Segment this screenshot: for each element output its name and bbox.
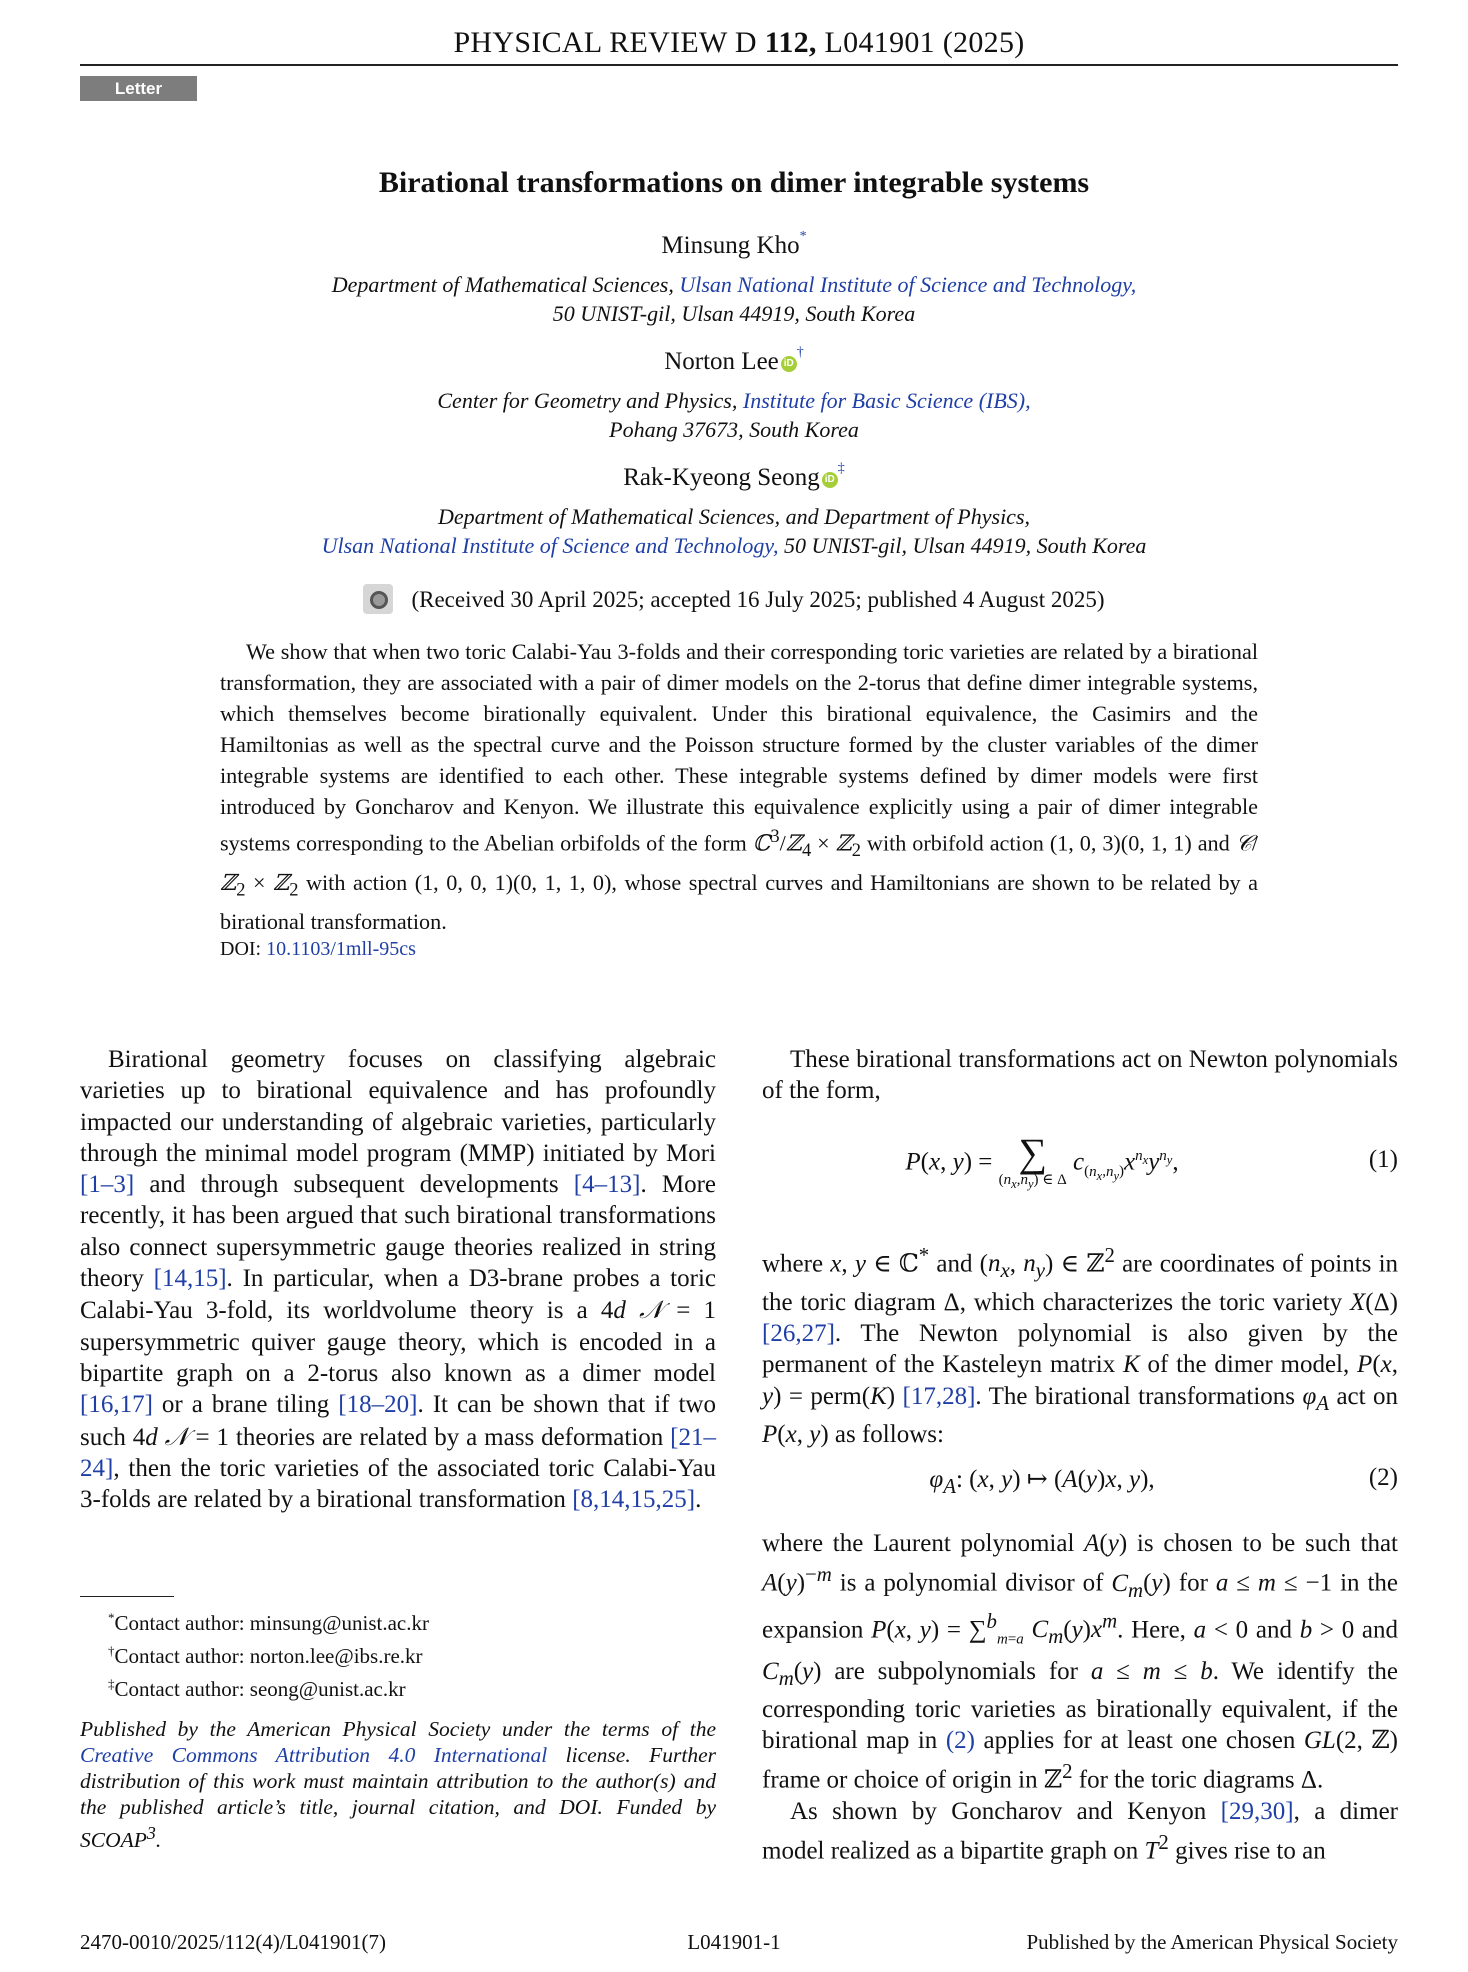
citation-link[interactable]: [26,27] (762, 1319, 835, 1347)
abstract-text: with orbifold action (1, 0, 3)(0, 1, 1) and (861, 830, 1236, 856)
author-footnote-mark[interactable]: * (799, 228, 807, 244)
citation-link[interactable]: [18–20] (338, 1391, 418, 1419)
license-statement: Published by the American Physical Society under the terms of the Creative Commons Attribution 4.0 International license. Further distribution of this work must maintain attribution to the author(s) and the published article’s title, journal citation, and DOI. Funded by SCOAP$^3$. (80, 1717, 716, 1853)
citation-link[interactable]: [17,28] (902, 1382, 976, 1410)
abstract-text: We show that when two toric Calabi-Yau 3-folds and their corresponding toric varieties are related by a birational transformation, they are associated with a pair of dimer models on the 2-torus that define dimer integrable systems, which themselves become birationally equivalent. Under this birational equivalence, the Casimirs and the Hamiltonias as well as the spectral curve and the Poisson structure formed by the cluster variables of the dimer integrable systems are identified to each other. These integrable systems defined by dimer models were first introduced by Goncharov and Kenyon. We illustrate this equivalence explicitly using a pair of dimer integrable systems corresponding to the Abelian orbifolds of the form (220, 639, 1258, 856)
equation-number: (1) (1368, 1146, 1398, 1173)
affiliation-3 (0, 502, 1468, 560)
abstract: We show that when two toric Calabi-Yau 3-folds and their corresponding toric varieties are related by a birational transformation, they are associated with a pair of dimer models on the 2-torus that define dimer integrable systems, which themselves become birationally equivalent. Under this birational equivalence, the Casimirs and the Hamiltonias as well as the spectral curve and the Poisson structure formed by the cluster variables of the dimer integrable systems are identified to each other. These integrable systems defined by dimer models were first introduced by Goncharov and Kenyon. We illustrate this equivalence explicitly using a pair of dimer integrable systems corresponding to the Abelian orbifolds of the form ℂ$^3$/ℤ$_4$ × ℤ$_2$ with orbifold action (1, 0, 3)(0, 1, 1) and 𝒞/ℤ$_2$ × ℤ$_2$ with action (1, 0, 0, 1)(0, 1, 1, 0), whose spectral curves and Hamiltonians are shown to be related by a birational transformation. (220, 639, 1259, 935)
paragraph: As shown by Goncharov and Kenyon [29,30], a dimer model realized as a bipartite graph on $T^2$ gives rise to an (762, 1798, 1398, 1865)
intro-paragraph: Birational geometry focuses on classifying algebraic varieties up to birational equivalence and has profoundly impacted our understanding of algebraic varieties, particularly through the minimal model program (MMP) initiated by Mori [1–3] and through subsequent developments [4–13]. More recently, it has been argued that such birational transformations also connect supersymmetric gauge theories realized in string theory [14,15]. In particular, when a D3-brane probes a toric Calabi-Yau 3-fold, its worldvolume theory is a 4d 𝒩 = 1 supersymmetric quiver gauge theory, which is encoded in a bipartite graph on a 2-torus also known as a dimer model [16,17] or a brane tiling [18–20]. It can be shown that if two such 4d 𝒩 = 1 theories are related by a mass deformation [21–24], then the toric varieties of the associated toric Calabi-Yau 3-folds are related by a birational transformation [8,14,15,25]. (80, 1046, 717, 1514)
left-column (80, 1044, 716, 1515)
footnotes (108, 1604, 429, 1703)
journal-name: PHYSICAL REVIEW D (453, 26, 757, 59)
affiliation-link[interactable]: Ulsan National Institute of Science and Technology, (679, 272, 1137, 297)
author-footnote-mark[interactable]: † (796, 344, 804, 360)
received-text: (Received 30 April 2025; accepted 16 July 2025; published 4 August 2025) (411, 587, 1105, 612)
footer-issn: 2470-0010/2025/112(4)/L041901(7) (80, 1930, 387, 1954)
affiliation-address: Pohang 37673, South Korea (609, 417, 859, 442)
paragraph: where the Laurent polynomial A(y) is chosen to be such that $A(y)^{-m}$ is a polynomial divisor of $C_m(y)$ for a ≤ m ≤ −1 in the expansion P(x, y) = ∑$^b_{m=a}$ $C_m(y)x^m$. Here, a < 0 and b > 0 and $C_m(y)$ are subpolynomials for a ≤ m ≤ b. We identify the corresponding toric varieties as birationally equivalent, if the birational map in (2) applies for at least one chosen GL(2, ℤ) frame or choice of origin in ℤ$^2$ for the toric diagrams Δ. (762, 1530, 1399, 1794)
affiliation-text: Department of Mathematical Sciences, and Department of Physics, (437, 504, 1031, 529)
citation-link[interactable]: [8,14,15,25] (572, 1486, 696, 1514)
footer-publisher: Published by the American Physical Society (1026, 1930, 1398, 1954)
footnote: *Contact author: minsung@unist.ac.kr (108, 1610, 429, 1635)
doi (220, 938, 416, 961)
author-name: Norton Lee (664, 348, 779, 375)
doi-link[interactable]: 10.1103/1mll-95cs (266, 938, 416, 960)
received-dates (0, 584, 1468, 614)
citation-link[interactable]: [14,15] (153, 1265, 227, 1293)
citation-link[interactable]: [16,17] (80, 1391, 153, 1419)
author-name: Rak-Kyeong Seong (623, 464, 820, 491)
volume-number: 112, (764, 26, 817, 59)
affiliation-2 (0, 386, 1468, 444)
running-header (80, 26, 1398, 60)
right-column-p1 (762, 1044, 1398, 1107)
author-1 (0, 228, 1468, 260)
citation-link[interactable]: [1–3] (80, 1171, 135, 1199)
footnote: ‡Contact author: seong@unist.ac.kr (108, 1676, 406, 1701)
affiliation-link[interactable]: Institute for Basic Science (IBS), (742, 388, 1031, 413)
affiliation-link[interactable]: Ulsan National Institute of Science and Technology, (321, 533, 779, 558)
footnote: †Contact author: norton.lee@ibs.re.kr (108, 1643, 423, 1668)
paragraph: where x, y ∈ ℂ* and ($n_x$, $n_y$) ∈ ℤ$^2$ are coordinates of points in the toric diagram Δ, which characterizes the toric variety X(Δ) [26,27]. The Newton polynomial is also given by the permanent of the Kasteleyn matrix K of the dimer model, P(x, y) = perm(K) [17,28]. The birational transformations $\varphi_A$ act on P(x, y) as follows: (762, 1243, 1399, 1448)
equation-2: $\varphi_A$: (x, y) ↦ (A(y)x, y), (2) (929, 1464, 1398, 1498)
affiliation-1 (0, 270, 1468, 328)
equation-number: (2) (1368, 1464, 1398, 1491)
doi-label: DOI: (220, 938, 262, 960)
citation-link[interactable]: [29,30] (1220, 1798, 1294, 1826)
footer-page-id: L041901-1 (687, 1930, 781, 1954)
header-rule (80, 64, 1398, 66)
citation-link[interactable]: [21–24] (80, 1423, 716, 1482)
author-3 (0, 460, 1468, 492)
orcid-icon[interactable]: iD (781, 356, 797, 372)
affiliation-address: 50 UNIST-gil, Ulsan 44919, South Korea (552, 301, 916, 326)
abstract-text: with action (1, 0, 0, 1)(0, 1, 1, 0), whose spectral curves and Hamiltonians are shown to be related by a birational transformation. (220, 869, 1259, 935)
citation-link[interactable]: [4–13] (573, 1171, 641, 1199)
article-id: L041901 (2025) (824, 26, 1025, 59)
right-column-p3 (762, 1528, 1398, 1867)
license-link[interactable]: Creative Commons Attribution 4.0 International (80, 1743, 548, 1767)
paper-title: Birational transformations on dimer integrable systems (378, 166, 1090, 199)
affiliation-address: 50 UNIST-gil, Ulsan 44919, South Korea (778, 533, 1147, 558)
equation-1: P(x, y) = ∑ $(n_x,n_y)$ ∈ Δ $c_{(n_x,n_y)}x^{n_x}y^{n_y}$, (1) (905, 1130, 1398, 1191)
author-footnote-mark[interactable]: ‡ (837, 460, 845, 476)
author-name: Minsung Kho (661, 232, 800, 259)
orcid-icon[interactable]: iD (822, 472, 838, 488)
equation-ref-link[interactable]: (2) (945, 1727, 975, 1755)
affiliation-text: Center for Geometry and Physics, (437, 388, 743, 413)
affiliation-text: Department of Mathematical Sciences, (331, 272, 680, 297)
letter-badge: Letter (80, 76, 197, 101)
paragraph: These birational transformations act on Newton polynomials of the form, (762, 1046, 1398, 1105)
right-column-p2 (762, 1240, 1398, 1450)
footnote-rule (80, 1596, 174, 1597)
author-2 (0, 344, 1468, 376)
check-for-updates-icon[interactable] (363, 584, 393, 614)
